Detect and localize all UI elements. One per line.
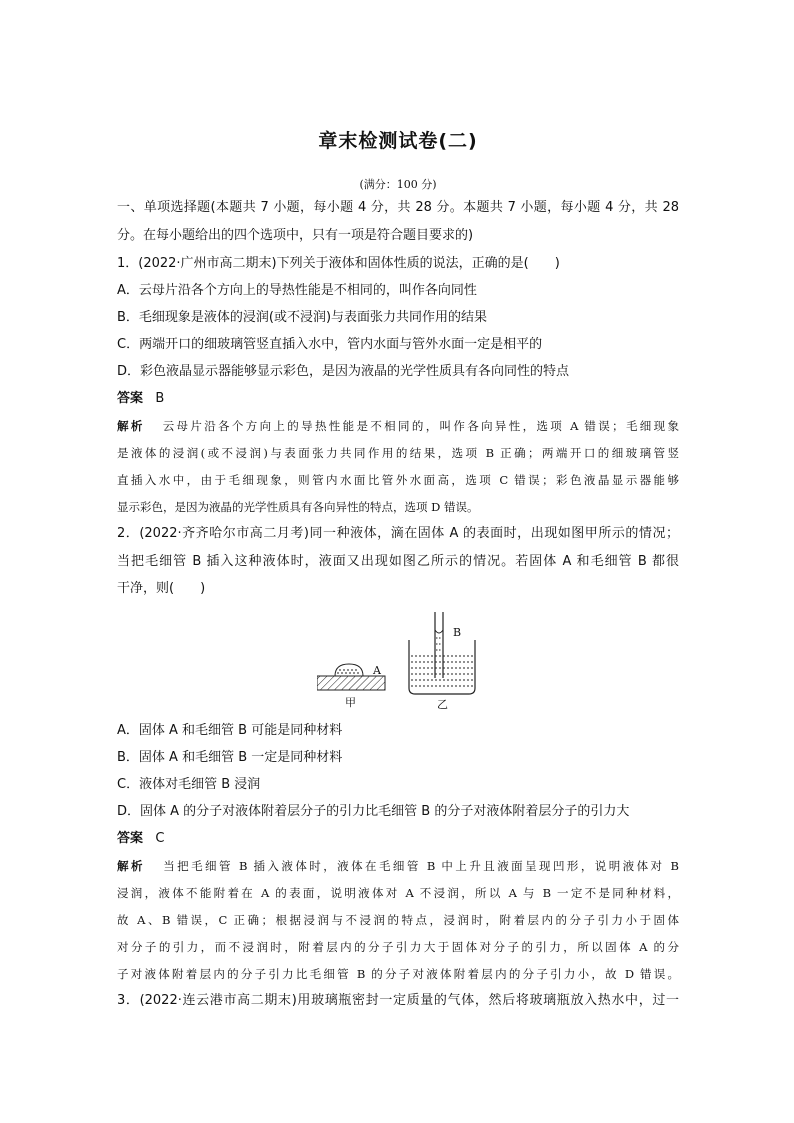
q2-option-d: D．固体 A 的分子对液体附着层分子的引力比毛细管 B 的分子对液体附着层分子的引力大 <box>117 804 630 819</box>
q1-option-c: C．两端开口的细玻璃管竖直插入水中，管内水面与管外水面一定是相平的 <box>117 337 543 352</box>
q2-analysis-line: 对分子的引力，而不浸润时，附着层内的分子引力大于固体对分子的引力，所以固体 A 的分 <box>117 940 679 954</box>
caption-right: 乙 <box>437 698 448 711</box>
section-header-cont: 分。在每小题给出的四个选项中，只有一项是符合题目要求的) <box>117 228 474 243</box>
q3-stem: 3．(2022·连云港市高二期末)用玻璃瓶密封一定质量的气体，然后将玻璃瓶放入热水中，过一 <box>117 993 679 1008</box>
label-b: B <box>453 626 462 639</box>
answer-label: 答案 <box>117 391 144 406</box>
answer-value: B <box>155 391 165 406</box>
q2-option-a: A．固体 A 和毛细管 B 可能是同种材料 <box>117 723 343 738</box>
q1-answer <box>117 390 679 408</box>
label-a: A <box>373 664 381 677</box>
score-info: (满分：100 分) <box>359 178 437 191</box>
solid-a-block <box>317 676 385 690</box>
q2-analysis-line: 故 A、B 错误，C 正确；根据浸润与不浸润的特点，浸润时，附着层内的分子引力小于固体 <box>117 913 679 927</box>
q2-stem: 当把毛细管 B 插入这种液体时，液面又出现如图乙所示的情况。若固体 A 和毛细管 B 都很 <box>117 554 679 569</box>
q2-stem: 2．(2022·齐齐哈尔市高二月考)同一种液体，滴在固体 A 的表面时，出现如图甲所示的情况； <box>117 526 679 541</box>
q1-analysis-line: 解析 云母片沿各个方向上的导热性能是不相同的，叫作各向异性，选项 A 错误；毛细现象 <box>117 419 679 433</box>
q2-analysis-line: 浸润，液体不能附着在 A 的表面，说明液体对 A 不浸润，所以 A 与 B 一定不是同种材料， <box>117 886 679 900</box>
figure-drawing <box>317 608 597 708</box>
q2-answer <box>117 830 679 848</box>
q2-stem: 干净，则( ) <box>117 581 206 596</box>
answer-value: C <box>155 831 165 846</box>
q2-figure <box>317 608 597 711</box>
q2-analysis-line: 解析 当把毛细管 B 插入液体时，液体在毛细管 B 中上升且液面呈现凹形，说明液体对 B <box>117 859 680 873</box>
q1-analysis-line: 直插入水中，由于毛细现象，则管内水面比管外水面高，选项 C 错误；彩色液晶显示器能够 <box>117 473 679 487</box>
beaker-shape <box>409 640 475 694</box>
q1-option-b: B．毛细现象是液体的浸润(或不浸润)与表面张力共同作用的结果 <box>117 310 488 325</box>
q1-option-a: A．云母片沿各个方向上的导热性能是不相同的，叫作各向同性 <box>117 283 477 298</box>
section-header: 一、单项选择题(本题共 7 小题，每小题 4 分，共 28 分。本题共 7 小题，每小题 4 分，共 28 <box>117 200 679 215</box>
q2-option-b: B．固体 A 和毛细管 B 一定是同种材料 <box>117 750 343 765</box>
q1-option-d: D．彩色液晶显示器能够显示彩色，是因为液晶的光学性质具有各向同性的特点 <box>117 364 570 379</box>
caption-left: 甲 <box>345 696 356 709</box>
analysis-label: 解析 <box>117 419 145 433</box>
q2-analysis-line: 子对液体附着层内的分子引力比毛细管 B 的分子对液体附着层内的分子引力小，故 D 错误。 <box>117 967 679 981</box>
concave-meniscus <box>435 630 443 633</box>
q1-analysis-line: 是液体的浸润(或不浸润)与表面张力共同作用的结果，选项 B 正确；两端开口的细玻璃管竖 <box>117 446 679 460</box>
answer-label: 答案 <box>117 831 144 846</box>
q1-stem: 1．(2022·广州市高二期末)下列关于液体和固体性质的说法，正确的是( ) <box>117 256 560 271</box>
q2-option-c: C．液体对毛细管 B 浸润 <box>117 777 261 792</box>
q1-analysis-line: 显示彩色，是因为液晶的光学性质具有各向异性的特点，选项 D 错误。 <box>117 500 479 514</box>
analysis-label: 解析 <box>117 859 145 873</box>
page-title: 章末检测试卷(二) <box>318 130 478 152</box>
